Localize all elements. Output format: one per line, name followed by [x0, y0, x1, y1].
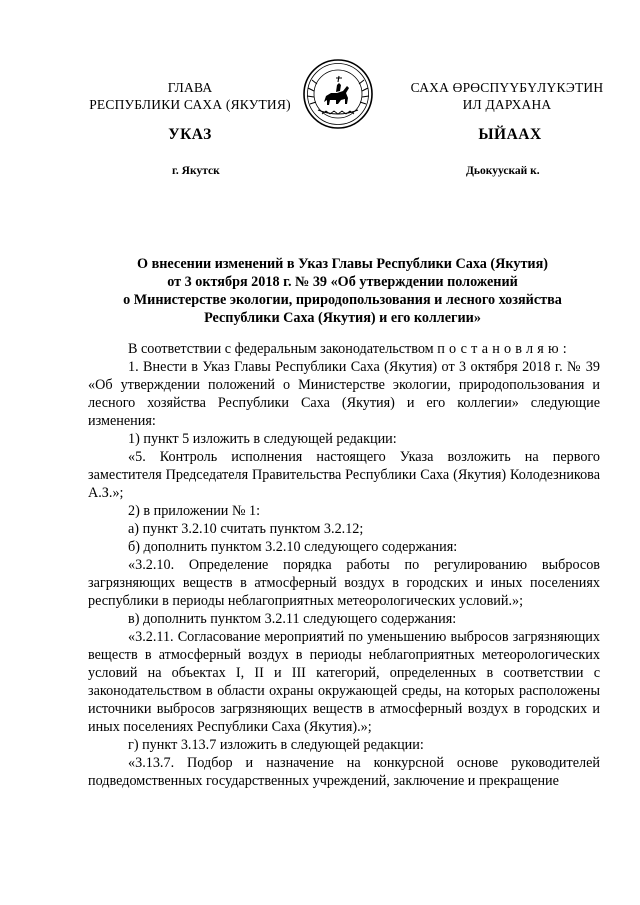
paragraph: 1) пункт 5 изложить в следующей редакции:: [128, 431, 397, 447]
intro-paragraph: [88, 340, 600, 358]
document-title-line: от 3 октября 2018 г. № 39 «Об утверждении положений: [167, 274, 518, 290]
intro-text: В соответствии с федеральным законодательством: [128, 341, 434, 357]
intro-decree-word: постановляю:: [437, 341, 571, 357]
paragraph: а) пункт 3.2.10 считать пунктом 3.2.12;: [128, 521, 364, 537]
paragraph: в) дополнить пунктом 3.2.11 следующего содержания:: [128, 611, 457, 627]
paragraph: «5. Контроль исполнения настоящего Указа возложить на первого заместителя Председателя Правительства Республики Саха (Якутия) Колодезникова А.З.»;: [88, 449, 600, 501]
header-right-line1: САХА ӨРӨСПҮҮБҮЛҮКЭТИН: [410, 80, 604, 95]
header-right-line2: ИЛ ДАРХАНА: [462, 97, 552, 112]
document-body: [88, 340, 600, 790]
header-left-line2: РЕСПУБЛИКИ САХА (ЯКУТИЯ): [89, 97, 291, 112]
paragraph: 1. Внести в Указ Главы Республики Саха (Якутия) от 3 октября 2018 г. № 39 «Об утверждении положений о Министерстве экологии, природопользования и лесного хозяйства Республики Саха (Якутия) и его коллегии» следующие изменения:: [88, 359, 600, 429]
decree-title-sah: ЫЙААХ: [478, 126, 542, 143]
document-title-line: О внесении изменений в Указ Главы Республики Саха (Якутия): [137, 256, 548, 272]
paragraph: б) дополнить пунктом 3.2.10 следующего содержания:: [128, 539, 458, 555]
document-title-line: о Министерстве экологии, природопользования и лесного хозяйства: [123, 292, 562, 308]
paragraph: «3.2.10. Определение порядка работы по регулированию выбросов загрязняющих веществ в атмосферный воздух в городских и иных поселениях республики в периоды неблагоприятных метеорологических условий.»;: [88, 557, 600, 609]
header-right-block: [392, 79, 622, 113]
city-ru: г. Якутск: [172, 165, 220, 177]
header-left-block: [80, 79, 300, 113]
document-title-line: Республики Саха (Якутия) и его коллегии»: [204, 310, 481, 326]
coat-of-arms-icon: [302, 58, 374, 130]
paragraph: «3.2.11. Согласование мероприятий по уменьшению выбросов загрязняющих веществ в атмосферный воздух в периоды неблагоприятных метеорологических условий на объектах I, II и III категорий, определенных в соответствии с законодательством в области охраны окружающей среды, на которых расположены источники выбросов загрязняющих веществ в атмосферный воздух в городских и иных поселениях Республики Саха (Якутия).»;: [88, 629, 600, 735]
decree-title-ru: УКАЗ: [168, 126, 212, 143]
document-title: [85, 255, 600, 327]
paragraph: 2) в приложении № 1:: [128, 503, 261, 519]
header-left-line1: ГЛАВА: [167, 80, 213, 95]
paragraph: «3.13.7. Подбор и назначение на конкурсной основе руководителей подведомственных государственных учреждений, заключение и прекращение: [88, 755, 600, 789]
city-sah: Дьокуускай к.: [466, 165, 540, 177]
paragraph: г) пункт 3.13.7 изложить в следующей редакции:: [128, 737, 424, 753]
